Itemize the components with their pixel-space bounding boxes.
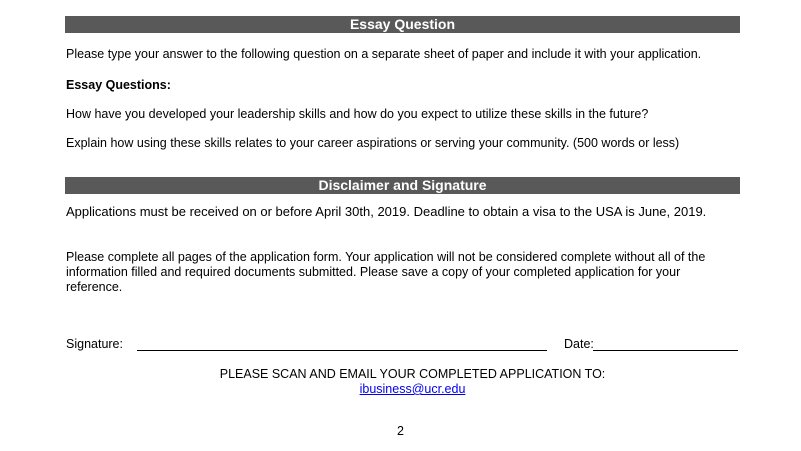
completion-text: Please complete all pages of the application form. Your application will not be considered complete without all of the information filled and required documents submitted. Please save a copy of your completed application for your reference. xyxy=(66,250,706,294)
signature-label: Signature: xyxy=(66,337,123,351)
email-link[interactable]: ibusiness@ucr.edu xyxy=(359,382,466,396)
page-number: 2 xyxy=(397,424,404,438)
essay-question-heading: Essay Question xyxy=(65,16,740,33)
essay-question-1: How have you developed your leadership skills and how do you expect to utilize these skills in the future? xyxy=(66,107,649,121)
disclaimer-signature-heading: Disclaimer and Signature xyxy=(65,177,740,194)
date-line[interactable] xyxy=(593,350,738,351)
signature-line[interactable] xyxy=(137,350,547,351)
date-label: Date: xyxy=(564,337,594,351)
deadline-text: Applications must be received on or before April 30th, 2019. Deadline to obtain a visa to the USA is June, 2019. xyxy=(66,204,707,219)
essay-question-2: Explain how using these skills relates to your career aspirations or serving your community. (500 words or less) xyxy=(66,136,680,150)
email-instruction: PLEASE SCAN AND EMAIL YOUR COMPLETED APPLICATION TO: xyxy=(219,367,606,381)
email-link-wrapper xyxy=(12,382,801,397)
essay-instruction: Please type your answer to the following question on a separate sheet of paper and include it with your application. xyxy=(66,47,702,61)
essay-questions-subheading: Essay Questions: xyxy=(66,78,171,92)
